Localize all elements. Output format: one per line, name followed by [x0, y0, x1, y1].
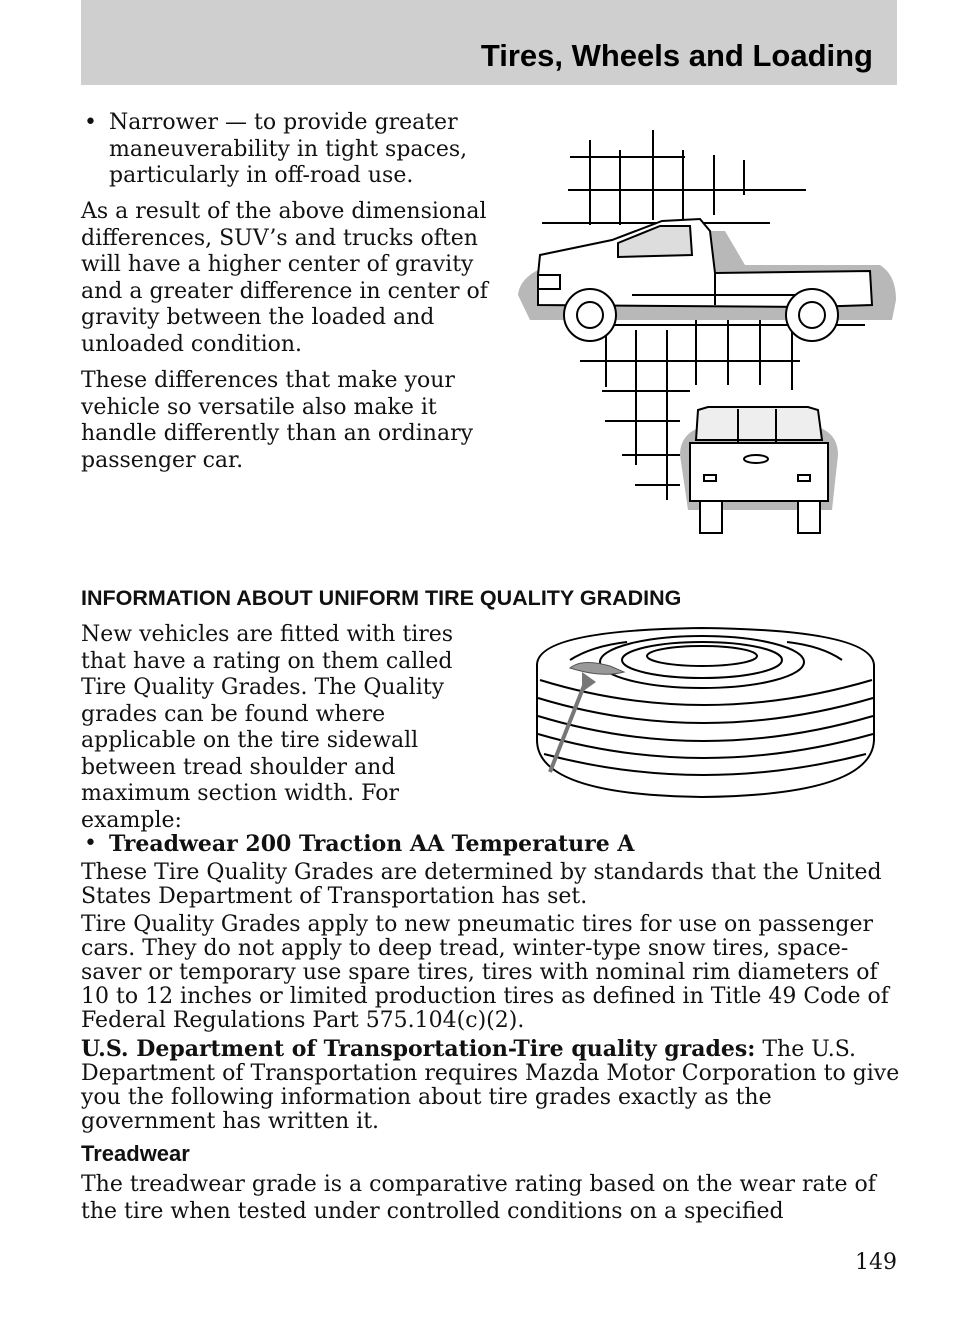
paragraph-dot-standards: These Tire Quality Grades are determined by standards that the United States Department of Transportation has set. — [81, 860, 882, 909]
paragraph-treadwear: The treadwear grade is a comparative rating based on the wear rate of the tire when tested under controlled conditions on a specified — [81, 1172, 876, 1224]
bullet-narrower: Narrower — to provide greater maneuverability in tight spaces, particularly in off-road use. — [109, 110, 468, 188]
page-title: Tires, Wheels and Loading — [480, 38, 873, 73]
tire-illustration — [532, 620, 880, 805]
bullet-dot: • — [84, 831, 97, 856]
dot-grades-label: U.S. Department of Transportation-Tire quality grades: — [81, 1036, 756, 1062]
section-heading-utqg: INFORMATION ABOUT UNIFORM TIRE QUALITY GRADING — [81, 586, 682, 610]
sub-heading-treadwear: Treadwear — [81, 1141, 190, 1166]
paragraph-handling: These differences that make your vehicle so versatile also make it handle differently than an ordinary passenger car. — [81, 368, 474, 473]
bullet-dot: • — [84, 110, 97, 135]
truck-illustration — [510, 125, 900, 540]
example-grade: Treadwear 200 Traction AA Temperature A — [109, 831, 635, 857]
paragraph-applicability: Tire Quality Grades apply to new pneumatic tires for use on passenger cars. They do not apply to deep tread, winter-type snow tires, space-saver or temporary use spare tires, tires with nominal rim diameters of 10 to 12 inches or limited production tires as defined in Title 49 Code of Federal Regulations Part 575.104(c)(2). — [81, 912, 889, 1033]
paragraph-tire-quality-grades: New vehicles are fitted with tires that have a rating on them called Tire Quality Grades. The Quality grades can be found where applicable on the tire sidewall between tread shoulder and maximum section width. For example: — [81, 622, 454, 833]
dot-grades-text: The U.S. Department of Transportation requires Mazda Motor Corporation to give you the following information about tire grades exactly as the government has written it. — [81, 1037, 900, 1134]
paragraph-center-of-gravity: As a result of the above dimensional differences, SUV’s and trucks often will have a higher center of gravity and a greater difference in center of gravity between the loaded and unloaded condition. — [81, 199, 488, 357]
paragraph-dot-requirements — [81, 1037, 901, 1134]
header-band — [81, 0, 897, 85]
page-number: 149 — [855, 1250, 897, 1275]
